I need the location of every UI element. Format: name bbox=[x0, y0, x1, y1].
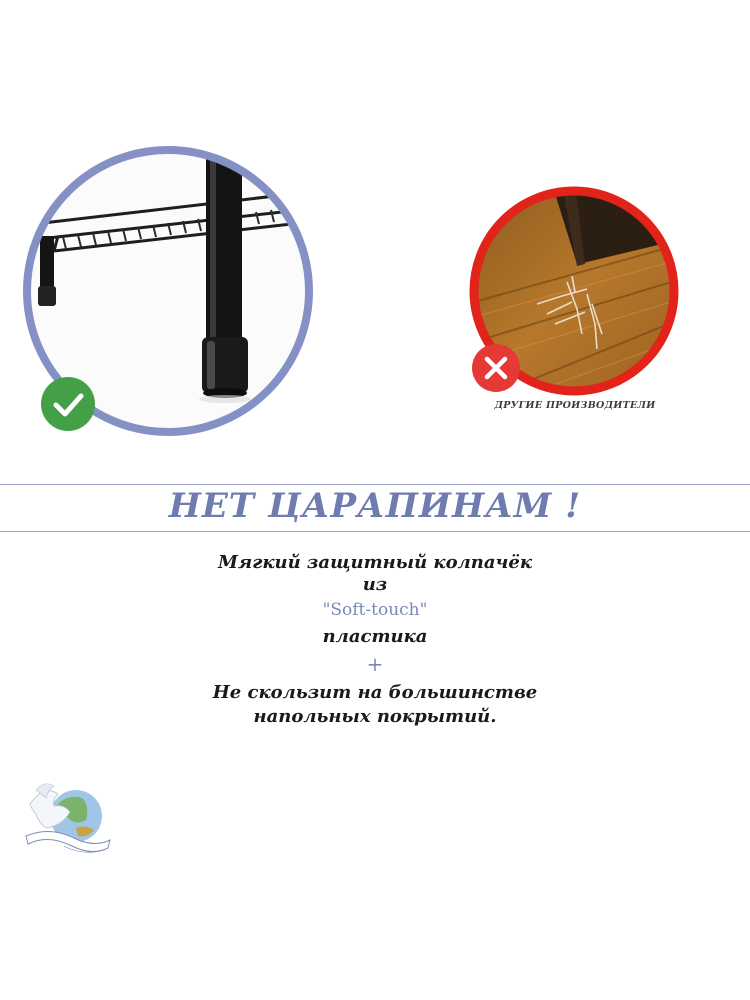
check-icon bbox=[40, 376, 96, 432]
banner-divider-bottom bbox=[0, 531, 750, 532]
description-line: Мягкий защитный колпачёк bbox=[217, 552, 533, 573]
headline: НЕТ ЦАРАПИНАМ ! bbox=[168, 486, 582, 526]
description-line: напольных покрытий. bbox=[253, 706, 497, 727]
description-line: пластика bbox=[322, 626, 428, 647]
description-line: из bbox=[362, 574, 388, 595]
material-name: "Soft-touch" bbox=[322, 600, 428, 620]
plus-sign: + bbox=[366, 652, 384, 676]
cross-icon bbox=[471, 343, 521, 393]
banner-divider-top bbox=[0, 484, 750, 485]
brand-logo bbox=[24, 776, 114, 862]
description-line: Не скользит на большинстве bbox=[212, 682, 538, 703]
other-manufacturers-caption: ДРУГИЕ ПРОИЗВОДИТЕЛИ bbox=[494, 400, 656, 411]
